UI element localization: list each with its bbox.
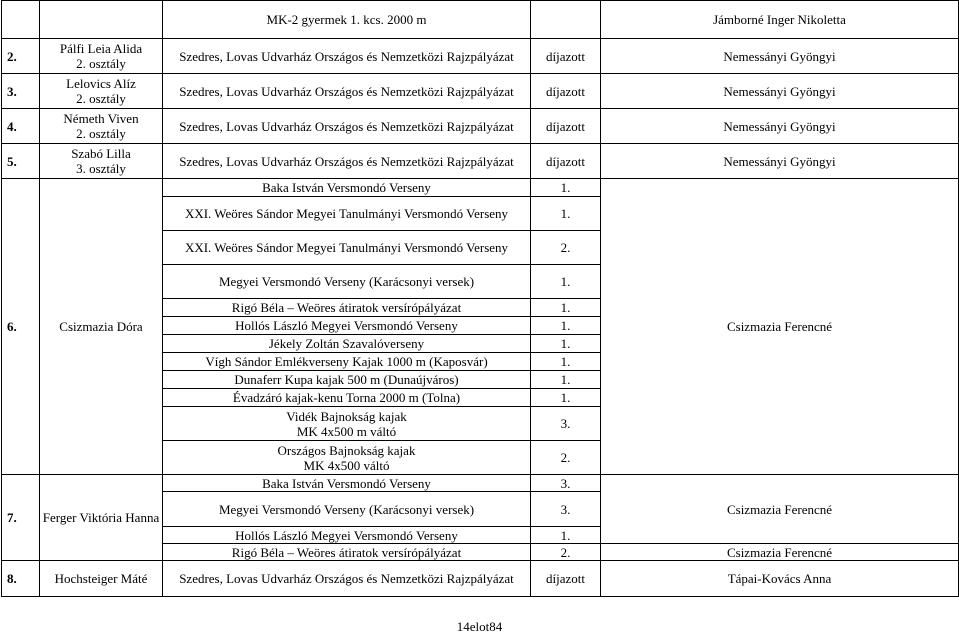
event-cell: Évadzáró kajak-kenu Torna 2000 m (Tolna) — [163, 389, 531, 407]
event-cell: Dunaferr Kupa kajak 500 m (Dunaújváros) — [163, 371, 531, 389]
result-cell: 1. — [531, 353, 601, 371]
teacher-cell: Tápai-Kovács Anna — [601, 561, 959, 597]
page-number: 14elot84 — [456, 619, 503, 634]
row-number: 7. — [2, 475, 40, 561]
teacher-cell: Jámborné Inger Nikoletta — [601, 1, 959, 39]
result-cell: 2. — [531, 231, 601, 265]
student-cell — [40, 144, 163, 179]
result-cell: 1. — [531, 265, 601, 299]
teacher-cell: Nemessányi Gyöngyi — [601, 39, 959, 74]
event-cell: Szedres, Lovas Udvarház Országos és Nemzetközi Rajzpályázat — [163, 144, 531, 179]
event-cell: Megyei Versmondó Verseny (Karácsonyi versek) — [163, 492, 531, 527]
teacher-cell: Csizmazia Ferencné — [601, 475, 959, 544]
result-cell: 2. — [531, 441, 601, 475]
teacher-cell: Nemessányi Gyöngyi — [601, 74, 959, 109]
event-cell: Szedres, Lovas Udvarház Országos és Nemzetközi Rajzpályázat — [163, 39, 531, 74]
event-line: Országos Bajnokság kajak — [277, 442, 416, 458]
table-row — [2, 475, 959, 492]
row-number: 6. — [2, 179, 40, 475]
result-cell: díjazott — [531, 74, 601, 109]
table-row — [2, 144, 959, 179]
student-name: Lelovics Alíz — [66, 76, 136, 91]
result-cell: 1. — [531, 179, 601, 197]
event-cell: Szedres, Lovas Udvarház Országos és Nemzetközi Rajzpályázat — [163, 561, 531, 597]
event-cell: Megyei Versmondó Verseny (Karácsonyi versek) — [163, 265, 531, 299]
student-grade: 2. osztály — [76, 126, 126, 141]
result-cell: díjazott — [531, 39, 601, 74]
student-name: Németh Viven — [63, 111, 139, 126]
result-cell: 1. — [531, 335, 601, 353]
student-name: Szabó Lilla — [71, 146, 131, 161]
student-name: Csizmazia Dóra — [40, 179, 163, 475]
event-cell: Hollós László Megyei Versmondó Verseny — [163, 317, 531, 335]
page-footer — [0, 619, 959, 635]
table-row — [2, 74, 959, 109]
row-number: 5. — [2, 144, 40, 179]
student-grade: 2. osztály — [76, 56, 126, 71]
event-cell: Vígh Sándor Emlékverseny Kajak 1000 m (Kaposvár) — [163, 353, 531, 371]
teacher-cell: Nemessányi Gyöngyi — [601, 109, 959, 144]
event-cell — [163, 441, 531, 475]
teacher-cell: Nemessányi Gyöngyi — [601, 144, 959, 179]
row-number: 2. — [2, 39, 40, 74]
student-cell — [40, 74, 163, 109]
table-row — [2, 179, 959, 197]
student-name: Ferger Viktória Hanna — [40, 475, 163, 561]
event-cell: Rigó Béla – Weöres átiratok versírópályázat — [163, 299, 531, 317]
event-cell: Szedres, Lovas Udvarház Országos és Nemzetközi Rajzpályázat — [163, 109, 531, 144]
table-row — [2, 109, 959, 144]
event-cell: XXI. Weöres Sándor Megyei Tanulmányi Versmondó Verseny — [163, 231, 531, 265]
event-line: MK 4x500 m váltó — [296, 423, 397, 439]
result-cell: 1. — [531, 197, 601, 231]
student-name: Hochsteiger Máté — [40, 561, 163, 597]
result-cell: 1. — [531, 371, 601, 389]
result-cell: 1. — [531, 299, 601, 317]
result-cell: 2. — [531, 544, 601, 561]
blank-cell — [40, 1, 163, 39]
row-number: 3. — [2, 74, 40, 109]
event-cell: Rigó Béla – Weöres átiratok versírópályázat — [163, 544, 531, 561]
blank-cell — [531, 1, 601, 39]
table-row — [2, 561, 959, 597]
student-grade: 2. osztály — [76, 91, 126, 106]
event-cell: Jékely Zoltán Szavalóverseny — [163, 335, 531, 353]
result-cell: díjazott — [531, 561, 601, 597]
blank-cell — [2, 1, 40, 39]
teacher-cell: Csizmazia Ferencné — [601, 179, 959, 475]
row-number: 8. — [2, 561, 40, 597]
teacher-cell: Csizmazia Ferencné — [601, 544, 959, 561]
result-cell: 3. — [531, 492, 601, 527]
result-cell: díjazott — [531, 144, 601, 179]
student-grade: 3. osztály — [76, 161, 126, 176]
student-name: Pálfi Leia Alida — [59, 41, 143, 56]
results-table — [1, 0, 959, 597]
event-cell: XXI. Weöres Sándor Megyei Tanulmányi Versmondó Verseny — [163, 197, 531, 231]
event-cell — [163, 407, 531, 441]
row-number: 4. — [2, 109, 40, 144]
result-cell: 1. — [531, 389, 601, 407]
table-row — [2, 1, 959, 39]
event-cell: Baka István Versmondó Verseny — [163, 179, 531, 197]
event-line: Vidék Bajnokság kajak — [286, 408, 407, 424]
table-row — [2, 39, 959, 74]
event-cell: Baka István Versmondó Verseny — [163, 475, 531, 492]
event-cell: Hollós László Megyei Versmondó Verseny — [163, 527, 531, 544]
result-cell: 3. — [531, 475, 601, 492]
event-line: MK 4x500 váltó — [303, 457, 390, 473]
result-cell: 3. — [531, 407, 601, 441]
result-cell: 1. — [531, 317, 601, 335]
result-cell: díjazott — [531, 109, 601, 144]
event-cell: Szedres, Lovas Udvarház Országos és Nemzetközi Rajzpályázat — [163, 74, 531, 109]
result-cell: 1. — [531, 527, 601, 544]
student-cell — [40, 109, 163, 144]
event-cell: MK-2 gyermek 1. kcs. 2000 m — [163, 1, 531, 39]
student-cell — [40, 39, 163, 74]
